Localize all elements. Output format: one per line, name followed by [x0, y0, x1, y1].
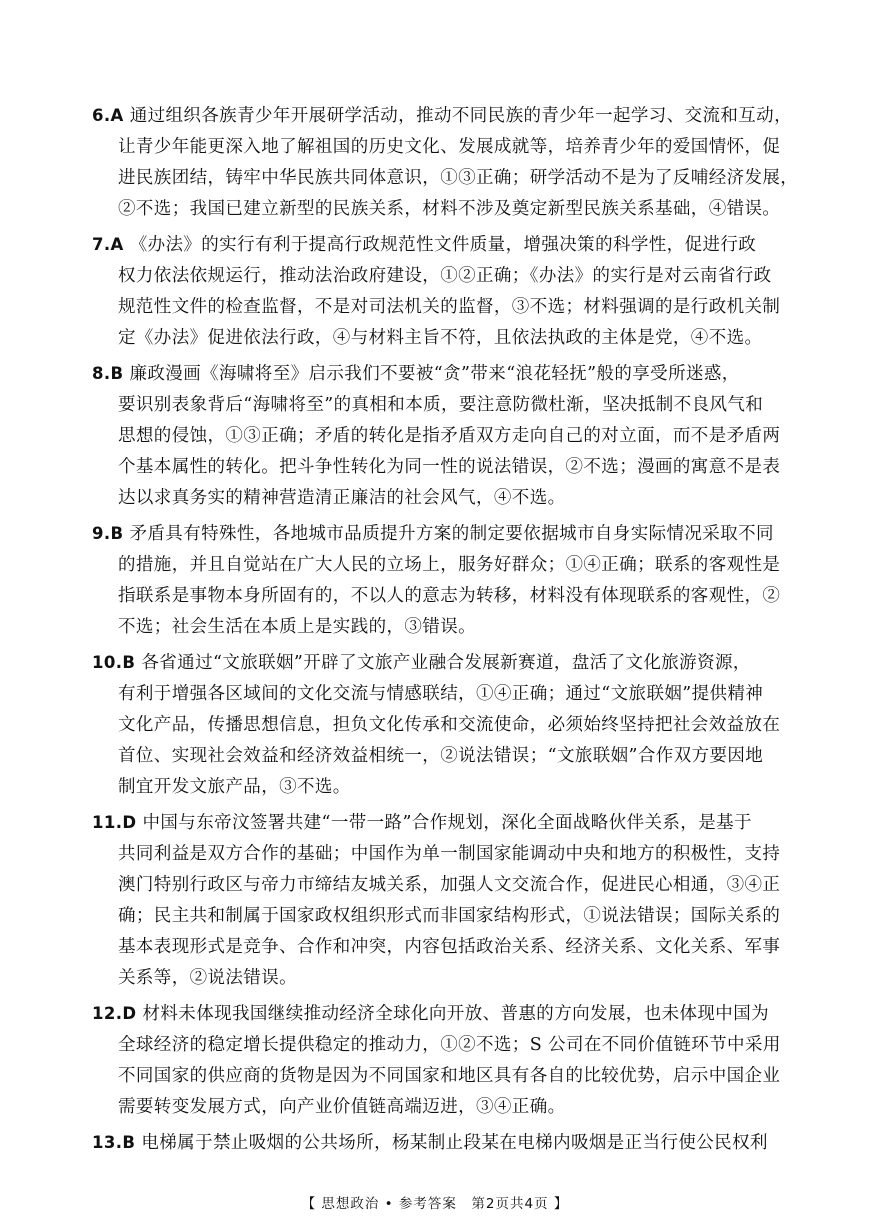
answer-line [92, 679, 782, 710]
answer-line [92, 132, 782, 163]
answer-item [92, 1127, 782, 1159]
answer-text: 定《办法》促进依法行政，④与材料主旨不符，且依法执政的主体是党，④不选。 [118, 328, 763, 348]
answer-text: 制宜开发文旅产品，③不选。 [118, 777, 351, 797]
answer-item [92, 229, 782, 354]
answer-text: 文化产品，传播思想信息，担负文化传承和交流使命，必须始终坚持把社会效益放在 [118, 715, 781, 735]
question-number: 10.B [92, 653, 136, 672]
answer-item [92, 358, 782, 514]
question-number: 6.A [92, 106, 124, 125]
answer-first-line [92, 647, 782, 679]
answer-line [92, 1092, 782, 1123]
answer-line [92, 421, 782, 452]
answer-list [92, 100, 799, 1159]
answer-text: 澳门特别行政区与帝力市缔结友城关系，加强人文交流合作，促进民心相通，③④正 [118, 875, 781, 895]
question-number: 8.B [92, 364, 124, 383]
answer-line [92, 870, 782, 901]
answer-first-line [92, 100, 792, 132]
answer-line [92, 710, 782, 741]
answer-item [92, 998, 782, 1123]
answer-line [92, 901, 782, 932]
answer-text: 共同利益是双方合作的基础；中国作为单一制国家能调动中央和地方的积极性，支持 [118, 844, 781, 864]
question-number: 7.A [92, 235, 124, 254]
answer-text: 《办法》的实行有利于提高行政规范性文件质量，增强决策的科学性，促进行政 [129, 235, 757, 255]
answer-line [92, 1061, 782, 1092]
answer-text: 中国与东帝汶签署共建“一带一路”合作规划，深化全面战略伙伴关系，是基于 [142, 813, 752, 833]
answer-line [92, 612, 782, 643]
answer-text: 确；民主共和制属于国家政权组织形式而非国家结构形式，①说法错误；国际关系的 [118, 906, 781, 926]
answer-line [92, 261, 782, 292]
answer-text: 廉政漫画《海啸将至》启示我们不要被“贪”带来“浪花轻抚”般的享受所迷惑， [129, 364, 740, 384]
answer-item [92, 100, 799, 225]
answer-line [92, 1030, 782, 1061]
answer-line [92, 581, 782, 612]
answer-text: 需要转变发展方式，向产业价值链高端迈进，③④正确。 [118, 1097, 566, 1117]
answer-item [92, 807, 782, 994]
answer-text: 要识别表象背后“海啸将至”的真相和本质，要注意防微杜渐，坚决抵制不良风气和 [118, 395, 764, 415]
answer-text: 思想的侵蚀，①③正确；矛盾的转化是指矛盾双方走向自己的对立面，而不是矛盾两 [118, 426, 781, 446]
question-number: 12.D [92, 1004, 137, 1023]
answer-text: 不同国家的供应商的货物是因为不同国家和地区具有各自的比较优势，启示中国企业 [118, 1066, 781, 1086]
answer-line [92, 839, 782, 870]
answer-item [92, 518, 782, 643]
question-number: 13.B [92, 1133, 136, 1152]
page-footer: 【 思想政治 • 参考答案 第2页共4页 】 [301, 1196, 569, 1212]
answer-text: 进民族团结，铸牢中华民族共同体意识，①③正确；研学活动不是为了反哺经济发展， [118, 168, 799, 188]
answer-text: 有利于增强各区域间的文化交流与情感联结，①④正确；通过“文旅联姻”提供精神 [118, 684, 764, 704]
answer-line [92, 292, 782, 323]
answer-text: 矛盾具有特殊性，各地城市品质提升方案的制定要依据城市自身实际情况采取不同 [129, 524, 774, 544]
answer-first-line [92, 807, 782, 839]
answer-text: 通过组织各族青少年开展研学活动，推动不同民族的青少年一起学习、交流和互动， [129, 106, 792, 126]
answer-line [92, 452, 782, 483]
answer-text: 各省通过“文旅联姻”开辟了文旅产业融合发展新赛道，盘活了文化旅游资源， [141, 653, 751, 673]
answer-text: 个基本属性的转化。把斗争性转化为同一性的说法错误，②不选；漫画的寓意不是表 [118, 457, 781, 477]
answer-text: 规范性文件的检查监督，不是对司法机关的监督，③不选；材料强调的是行政机关制 [118, 297, 781, 317]
answer-text: 材料未体现我国继续推动经济全球化向开放、普惠的方向发展，也未体现中国为 [142, 1004, 769, 1024]
answer-first-line [92, 229, 782, 261]
answer-line [92, 163, 799, 194]
answer-text: 指联系是事物本身所固有的，不以人的意志为转移，材料没有体现联系的客观性，② [118, 586, 781, 606]
answer-line [92, 323, 782, 354]
answer-line [92, 772, 782, 803]
answer-line [92, 550, 782, 581]
answer-item [92, 647, 782, 803]
answer-line [92, 194, 782, 225]
answer-text: 首位、实现社会效益和经济效益相统一，②说法错误；“文旅联姻”合作双方要因地 [118, 746, 764, 766]
answer-line [92, 932, 782, 963]
answer-line [92, 483, 782, 514]
answer-first-line [92, 998, 782, 1030]
answer-text: 基本表现形式是竞争、合作和冲突，内容包括政治关系、经济关系、文化关系、军事 [118, 937, 781, 957]
answer-first-line [92, 358, 782, 390]
answer-text: 不选；社会生活在本质上是实践的，③错误。 [118, 617, 476, 637]
answer-text: 全球经济的稳定增长提供稳定的推动力，①②不选；S 公司在不同价值链环节中采用 [118, 1035, 781, 1055]
answer-text: ②不选；我国已建立新型的民族关系，材料不涉及奠定新型民族关系基础，④错误。 [118, 199, 781, 219]
answer-first-line [92, 1127, 782, 1159]
answer-text: 权力依法依规运行，推动法治政府建设，①②正确；《办法》的实行是对云南省行政 [118, 266, 772, 286]
answer-text: 关系等，②说法错误。 [118, 968, 297, 988]
answer-line [92, 741, 782, 772]
answer-text: 让青少年能更深入地了解祖国的历史文化、发展成就等，培养青少年的爱国情怀，促 [118, 137, 781, 157]
answer-text: 电梯属于禁止吸烟的公共场所，杨某制止段某在电梯内吸烟是正当行使公民权利 [141, 1133, 768, 1153]
question-number: 11.D [92, 813, 137, 832]
answer-first-line [92, 518, 782, 550]
question-number: 9.B [92, 524, 124, 543]
answer-text: 的措施，并且自觉站在广大人民的立场上，服务好群众；①④正确；联系的客观性是 [118, 555, 781, 575]
answer-line [92, 390, 782, 421]
answer-line [92, 963, 782, 994]
answer-text: 达以求真务实的精神营造清正廉洁的社会风气，④不选。 [118, 488, 566, 508]
